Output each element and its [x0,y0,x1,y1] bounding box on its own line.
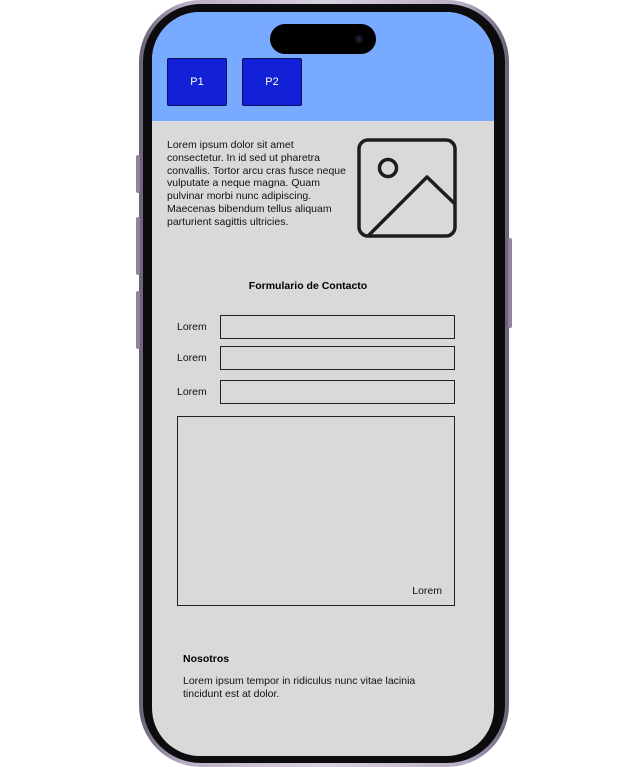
submit-button[interactable]: Lorem [412,585,442,597]
image-placeholder-icon [357,138,457,238]
text-field-3[interactable] [220,380,455,404]
form-row [177,380,457,404]
action-button [136,155,140,193]
text-field-2[interactable] [220,346,455,370]
field-label: Lorem [177,352,207,364]
form-row [177,346,457,370]
about-title: Nosotros [183,653,230,665]
front-camera-icon [355,35,363,43]
power-button [508,238,512,328]
nav-button-p2[interactable]: P2 [242,58,302,106]
field-label: Lorem [177,386,207,398]
volume-up-button [136,217,140,275]
form-row [177,315,457,339]
field-label: Lorem [177,321,207,333]
intro-paragraph: Lorem ipsum dolor sit amet consectetur. In id sed ut pharetra convallis. Tortor arcu cras fusce neque vulputate a neque magna. Quam pulvinar morbi nunc adipiscing. Maecenas bibendum tellus aliquam parturient sagittis ultricies. [167,139,346,228]
message-textarea[interactable] [177,416,455,606]
contact-form-title: Formulario de Contacto [248,280,368,292]
app-screen [152,12,494,756]
text-field-1[interactable] [220,315,455,339]
nav-button-p1[interactable]: P1 [167,58,227,106]
volume-down-button [136,291,140,349]
about-paragraph: Lorem ipsum tempor in ridiculus nunc vitae lacinia tincidunt est at dolor. [183,675,416,700]
dynamic-island [270,24,376,54]
